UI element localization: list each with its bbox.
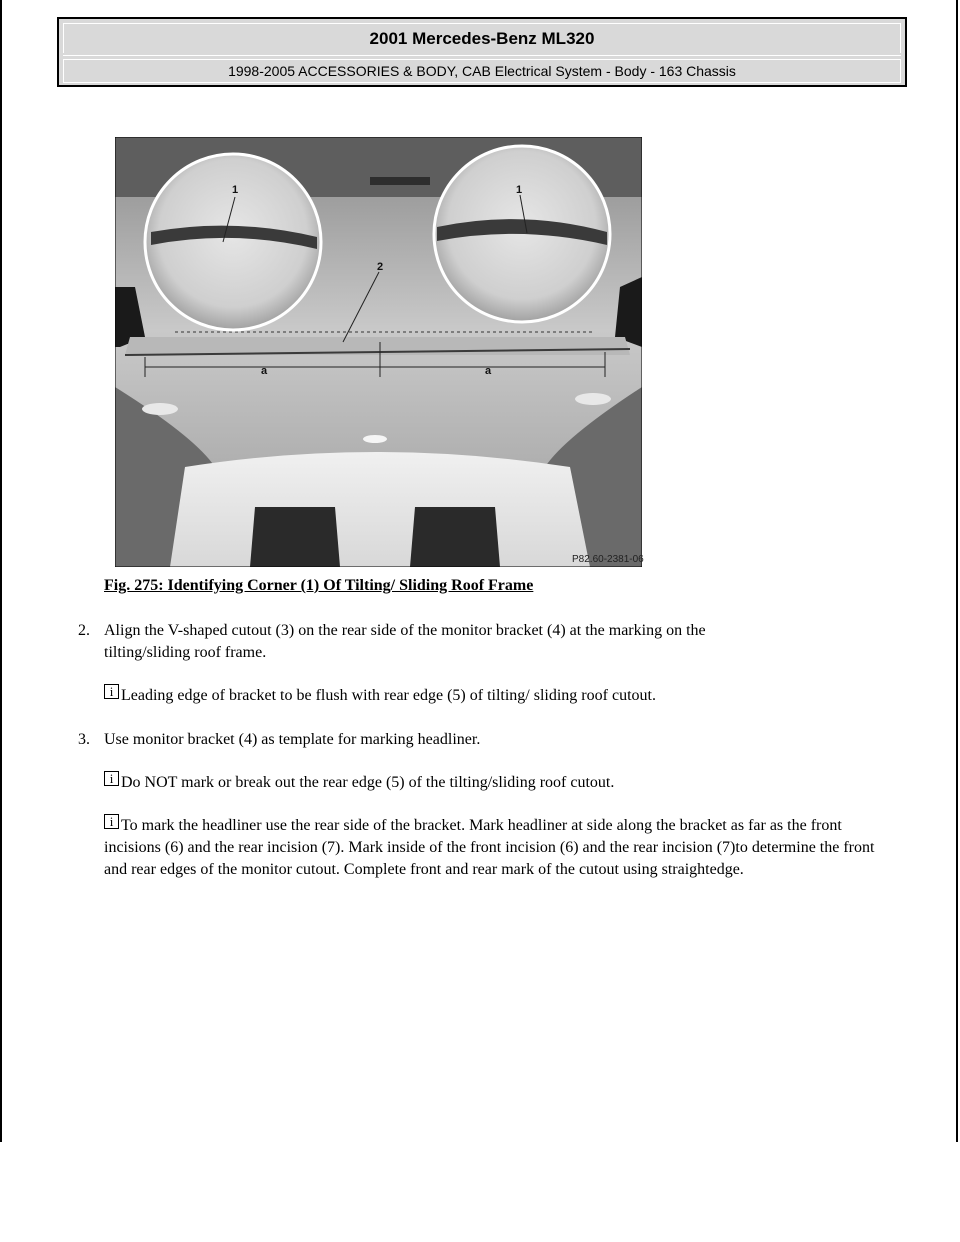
callout-a-left: a xyxy=(261,365,268,377)
page-border-left xyxy=(0,0,2,1142)
info-icon xyxy=(104,814,119,829)
figure-caption: Fig. 275: Identifying Corner (1) Of Tilting/ Sliding Roof Frame xyxy=(104,577,534,594)
step-text-line1: Use monitor bracket (4) as template for marking headliner. xyxy=(104,731,481,748)
header-subtitle-cell xyxy=(63,59,901,83)
callout-a-right: a xyxy=(485,365,492,377)
note-text: To mark the headliner use the rear side of the bracket. Mark headliner at side along the bracket as far as the front incisions (6) and the rear incision (7). Mark inside of the front incision (6) and the rear incision (7)to determine the front and rear edges of the monitor cutout. Complete front and rear mark of the cutout using straightedge. xyxy=(104,817,875,878)
callout-1-right: 1 xyxy=(516,184,523,196)
header-subtitle: 1998-2005 ACCESSORIES & BODY, CAB Electrical System - Body - 163 Chassis xyxy=(228,63,736,79)
note-do-not-mark xyxy=(104,771,894,794)
info-icon xyxy=(104,771,119,786)
note-text: Leading edge of bracket to be flush with rear edge (5) of tilting/ sliding roof cutout. xyxy=(121,687,656,704)
callout-2: 2 xyxy=(377,261,384,273)
note-text: Do NOT mark or break out the rear edge (5) of the tilting/sliding roof cutout. xyxy=(121,774,615,791)
note-marking-procedure xyxy=(104,814,894,881)
info-icon xyxy=(104,684,119,699)
header-divider xyxy=(63,55,901,56)
callout-1-left: 1 xyxy=(232,184,239,196)
header-title-cell xyxy=(63,23,901,53)
header-title: 2001 Mercedes-Benz ML320 xyxy=(369,28,595,48)
roof-frame-figure xyxy=(115,137,642,567)
step-text-line2: tilting/sliding roof frame. xyxy=(104,644,267,661)
page-border-right xyxy=(956,0,958,1142)
figure-code: P82.60-2381-06 xyxy=(572,554,644,565)
document-header xyxy=(57,17,907,87)
step-number: 2. xyxy=(78,622,90,639)
note-leading-edge xyxy=(104,684,894,707)
step-text-line1: Align the V-shaped cutout (3) on the rear side of the monitor bracket (4) at the marking on the xyxy=(104,622,706,639)
step-number: 3. xyxy=(78,731,90,748)
